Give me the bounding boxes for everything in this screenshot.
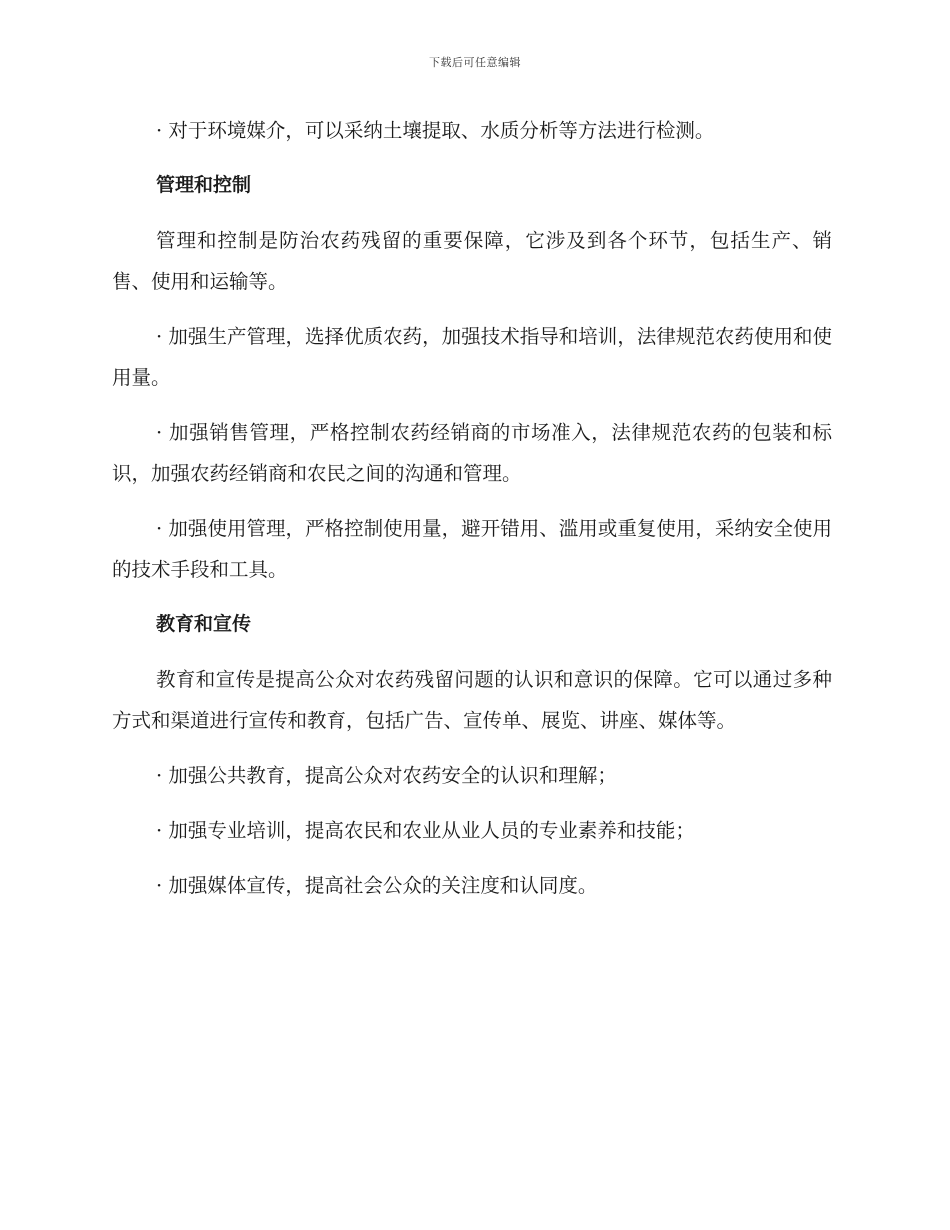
bullet-paragraph: · 加强销售管理，严格控制农药经销商的市场准入，法律规范农药的包装和标识，加强农药经销商和农民之间的沟通和管理。 [112,421,832,485]
page-header: 下载后可任意编辑 [429,56,521,69]
bullet-paragraph: · 加强使用管理，严格控制使用量，避开错用、滥用或重复使用，采纳安全使用的技术手段和工具。 [112,517,832,581]
bullet-paragraph: · 对于环境媒介，可以采纳土壤提取、水质分析等方法进行检测。 [156,119,715,142]
body-paragraph: 教育和宣传是提高公众对农药残留问题的认识和意识的保障。它可以通过多种方式和渠道进行宣传和教育，包括广告、宣传单、展览、讲座、媒体等。 [112,668,832,732]
body-paragraph: 管理和控制是防治农药残留的重要保障，它涉及到各个环节，包括生产、销售、使用和运输等。 [112,229,832,293]
section-heading: 管理和控制 [156,174,252,196]
bullet-paragraph: · 加强媒体宣传，提高社会公众的关注度和认同度。 [156,874,598,897]
bullet-paragraph: · 加强专业培训，提高农民和农业从业人员的专业素养和技能； [156,819,695,842]
document-body [112,110,832,920]
bullet-paragraph: · 加强生产管理，选择优质农药，加强技术指导和培训，法律规范农药使用和使用量。 [112,325,832,389]
bullet-paragraph: · 加强公共教育，提高公众对农药安全的认识和理解； [156,764,617,787]
section-heading: 教育和宣传 [156,613,252,635]
